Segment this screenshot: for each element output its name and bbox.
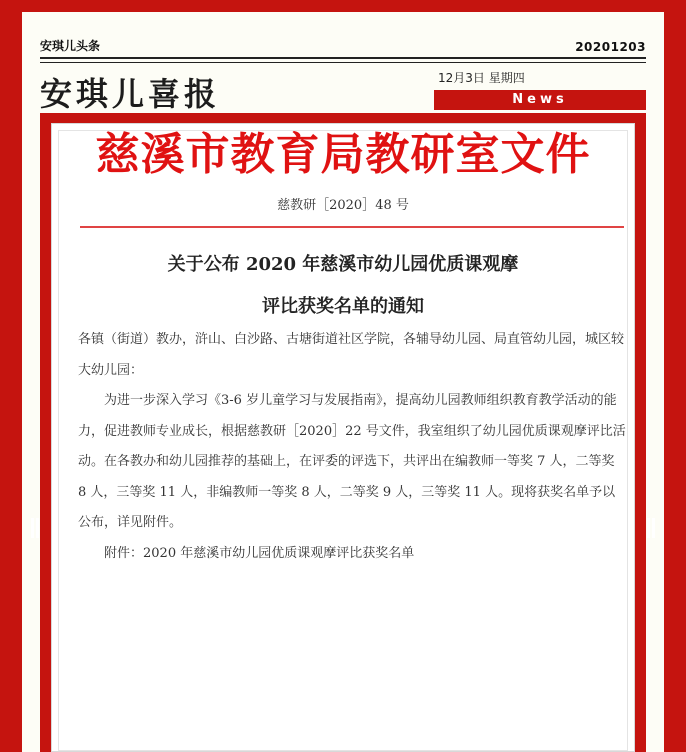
masthead-meta	[434, 69, 646, 115]
main-paragraph: 为进一步深入学习《3-6 岁儿童学习与发展指南》，提高幼儿园教师组织教育教学活动的能力，促进教师专业成长，根据慈教研［2020］22 号文件，我室组织了幼儿园优质课观摩评比活动。在各教办和幼儿园推荐的基础上，在评委的评选下，共评出在编教师一等奖 7 人，二等奖 8 人，三等奖 11 人，非编教师一等奖 8 人，二等奖 9 人，三等奖 11 人。现将获奖名单予以公布，详见附件。	[78, 393, 626, 530]
recipients: 各镇（街道）教办，浒山、白沙路、古塘街道社区学院，各辅导幼儿园、局直管幼儿园，城区较大幼儿园：	[78, 332, 625, 378]
frame-left	[0, 0, 22, 752]
date-weekday: 12月3日 星期四	[438, 71, 525, 85]
masthead	[40, 69, 646, 115]
brand-label: 安琪儿头条	[40, 39, 101, 53]
notice-title-line1: 关于公布 2020 年慈溪市幼儿园优质课观摩	[167, 254, 519, 275]
news-banner: News	[434, 90, 646, 110]
side-mark-right	[647, 518, 655, 538]
top-line	[40, 28, 646, 59]
thin-rule	[40, 62, 646, 63]
document-head: 慈溪市教育局教研室文件	[95, 129, 591, 180]
notice-title-line2: 评比获奖名单的通知	[262, 296, 424, 317]
attachment-line: 附件：2020 年慈溪市幼儿园优质课观摩评比获奖名单	[104, 545, 415, 561]
newsletter-header	[40, 28, 646, 115]
issue-date: 20201203	[575, 40, 646, 54]
frame-right	[664, 0, 686, 752]
frame-top	[0, 0, 686, 12]
masthead-title: 安琪儿喜报	[40, 75, 221, 113]
side-mark-left	[31, 518, 39, 538]
document-number: 慈教研［2020］48 号	[277, 198, 409, 213]
notice-title	[0, 244, 686, 328]
document-body	[78, 325, 626, 569]
red-divider	[80, 226, 624, 228]
